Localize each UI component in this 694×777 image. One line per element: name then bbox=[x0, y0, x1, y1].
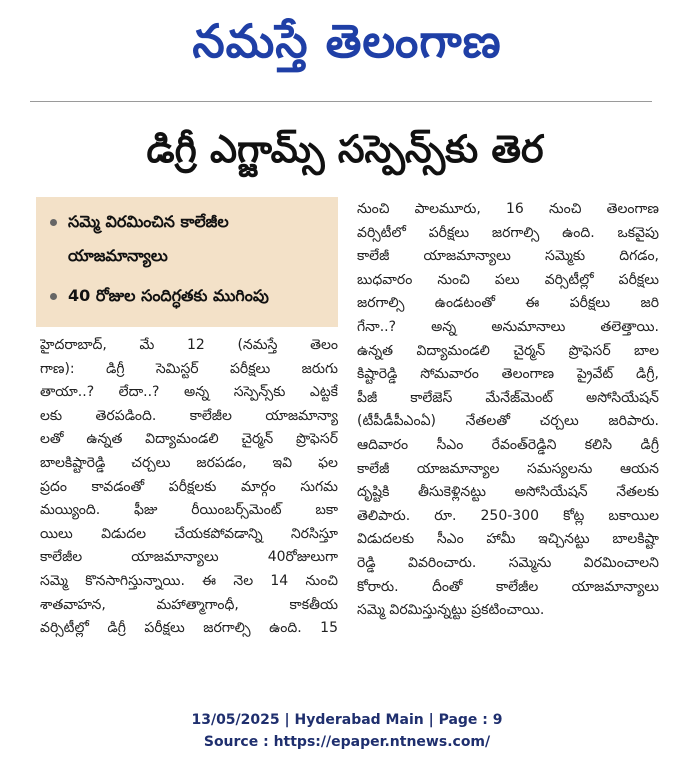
bullet-icon bbox=[50, 293, 57, 300]
text-line: సమ్మె కొనసాగిస్తున్నాయి. ఈ నెల 14 నుంచి bbox=[40, 572, 338, 589]
text-line: జరగాల్సి ఉండటంతో ఈ పరీక్షలు జరి bbox=[357, 295, 659, 312]
masthead-divider bbox=[30, 101, 652, 102]
text-line: రెడ్డి వివరించారు. సమ్మెను విరమించాలని bbox=[357, 554, 659, 571]
text-line: కాలేజీ యాజమాన్యాల సమస్యలను ఆయన bbox=[357, 460, 659, 477]
text-line: సమ్మె విరమిస్తున్నట్టు ప్రకటించాయి. bbox=[357, 602, 545, 619]
text-line: బుధవారం నుంచి పలు వర్సిటీల్లో పరీక్షలు bbox=[357, 271, 659, 288]
text-line: కాలేజీల యాజమాన్యాలు 40రోజులుగా bbox=[40, 549, 338, 566]
text-line: వర్సిటీలో పరీక్షలు జరగాల్సి ఉంది. ఒకవైపు bbox=[357, 224, 659, 241]
text-line: విడుదలకు సీఎం హామీ ఇచ్చినట్టు బాలకిష్టా bbox=[357, 531, 659, 548]
highlight-text: సమ్మె విరమించిన కాలేజీల bbox=[68, 212, 229, 231]
text-line: కిష్టారెడ్డి సోమవారం తెలంగాణ ప్రైవేట్ డిగ్రీ, bbox=[357, 366, 659, 383]
highlights-box bbox=[36, 197, 338, 327]
text-line: కోరారు. దీంతో కాలేజీల యాజమాన్యాలు bbox=[357, 578, 659, 595]
text-line: తెలిపారు. రూ. 250-300 కోట్ల బకాయిల bbox=[357, 507, 659, 524]
text-line: ఉన్నత విద్యామండలి చైర్మన్ ప్రొఫెసర్ బాల bbox=[357, 342, 659, 359]
article-column-right bbox=[357, 198, 659, 623]
highlight-item-continued bbox=[68, 243, 168, 269]
text-line: యిలు విడుదల చేయకపోవడాన్ని నిరసిస్తూ bbox=[40, 525, 338, 542]
text-line: ఆదివారం సీఎం రేవంత్‌రెడ్డిని కలిసి డిగ్రీ bbox=[357, 436, 659, 453]
article-column-left bbox=[40, 334, 338, 641]
text-line: గేనా..? అన్న అనుమానాలు తలెత్తాయి. bbox=[357, 318, 659, 335]
highlight-item bbox=[50, 209, 229, 235]
bullet-icon bbox=[50, 219, 57, 226]
footer-dateline: 13/05/2025 | Hyderabad Main | Page : 9 bbox=[191, 712, 503, 728]
highlight-text: యాజమాన్యాలు bbox=[68, 246, 168, 265]
footer-source: Source : https://epaper.ntnews.com/ bbox=[203, 734, 491, 750]
text-line: గాణ): డిగ్రీ సెమిస్టర్ పరీక్షలు జరుగు bbox=[40, 360, 338, 377]
highlight-text: 40 రోజుల సందిగ్ధతకు ముగింపు bbox=[68, 286, 269, 305]
article-headline: డిగ్రీ ఎగ్జామ్స్ సస్పెన్స్‌కు తెర bbox=[146, 127, 544, 171]
text-line: నుంచి పాలమూరు, 16 నుంచి తెలంగాణ bbox=[357, 201, 659, 217]
text-line: కాలేజీ యాజమాన్యాలు సమ్మెకు దిగడం, bbox=[357, 248, 659, 265]
text-line: దృష్టికి తీసుకెళ్లినట్టు అసోసియేషన్ నేతలకు bbox=[357, 484, 659, 501]
text-line: పీజీ కాలేజెస్ మేనేజ్‌మెంట్ అసోసియేషన్ bbox=[357, 389, 659, 406]
text-line: ప్రదం కావడంతో పరీక్షలకు మార్గం సుగమ bbox=[40, 478, 338, 495]
text-line: హైదరాబాద్, మే 12 (నమస్తే తెలం bbox=[40, 337, 338, 353]
text-line: బాలకిష్టారెడ్డి చర్చలు జరపడం, ఇవి ఫల bbox=[40, 454, 338, 471]
text-line: మయ్యింది. ఫీజు రీయింబర్స్‌మెంట్ బకా bbox=[40, 502, 338, 519]
text-line: లతో ఉన్నత విద్యామండలి చైర్మన్ ప్రొఫెసర్ bbox=[40, 431, 338, 448]
masthead-logo: నమస్తే తెలంగాణ bbox=[192, 14, 502, 68]
text-line: (టీపీడీపీఎంఏ) నేతలతో చర్చలు జరిపారు. bbox=[357, 413, 659, 430]
text-line: లకు తెరపడింది. కాలేజీల యాజమాన్యా bbox=[40, 407, 338, 424]
text-line: శాతవాహన, మహాత్మాగాంధీ, కాకతీయ bbox=[40, 596, 338, 613]
text-line: వర్సిటీల్లో డిగ్రీ పరీక్షలు జరగాల్సి ఉంది. 15 bbox=[40, 620, 338, 637]
highlight-item bbox=[50, 283, 269, 309]
text-line: తాయా..? లేదా..? అన్న సస్పెన్స్‌కు ఎట్టకే bbox=[40, 384, 338, 401]
